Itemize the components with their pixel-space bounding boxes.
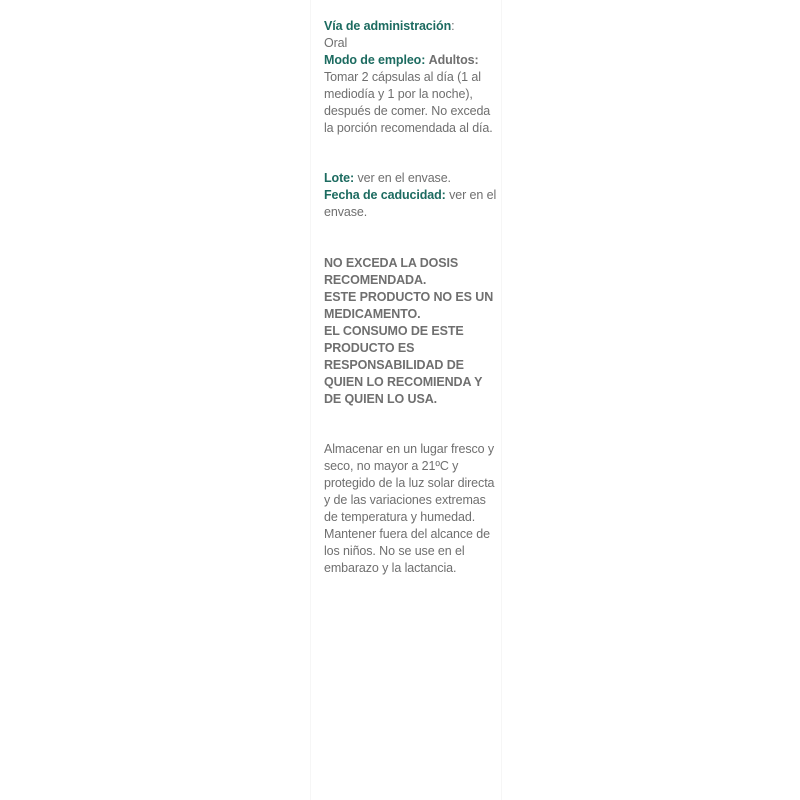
storage-text: Almacenar en un lugar fresco y seco, no mayor a 21ºC y protegido de la luz solar directa y de las variaciones extremas de temperatura y humedad. Mantener fuera del alcance de los niños. No se use en el embarazo y la lactancia.	[324, 442, 495, 575]
usage-adults-label: Adultos:	[428, 53, 479, 67]
expiry-value: ver en el envase.	[324, 188, 497, 219]
lot-label: Lote:	[324, 171, 355, 185]
product-label-text	[324, 18, 500, 577]
warning-dose: NO EXCEDA LA DOSIS RECOMENDADA.	[324, 256, 459, 287]
expiry-label: Fecha de caducidad:	[324, 188, 446, 202]
warning-section	[324, 255, 500, 408]
storage-section	[324, 441, 500, 577]
route-label: Vía de administración	[324, 19, 452, 33]
usage-label: Modo de empleo:	[324, 53, 426, 67]
route-value: Oral	[324, 36, 348, 50]
warning-responsibility: EL CONSUMO DE ESTE PRODUCTO ES RESPONSABILIDAD DE QUIEN LO RECOMIENDA Y DE QUIEN LO USA.	[324, 324, 483, 406]
lot-value: ver en el envase.	[357, 171, 451, 185]
usage-text: Tomar 2 cápsulas al día (1 al mediodía y 1 por la noche), después de comer. No exceda la porción recomendada al día.	[324, 70, 493, 135]
route-colon: :	[451, 19, 455, 33]
administration-section	[324, 18, 500, 137]
lot-section	[324, 170, 500, 221]
warning-not-medicine: ESTE PRODUCTO NO ES UN MEDICAMENTO.	[324, 290, 494, 321]
